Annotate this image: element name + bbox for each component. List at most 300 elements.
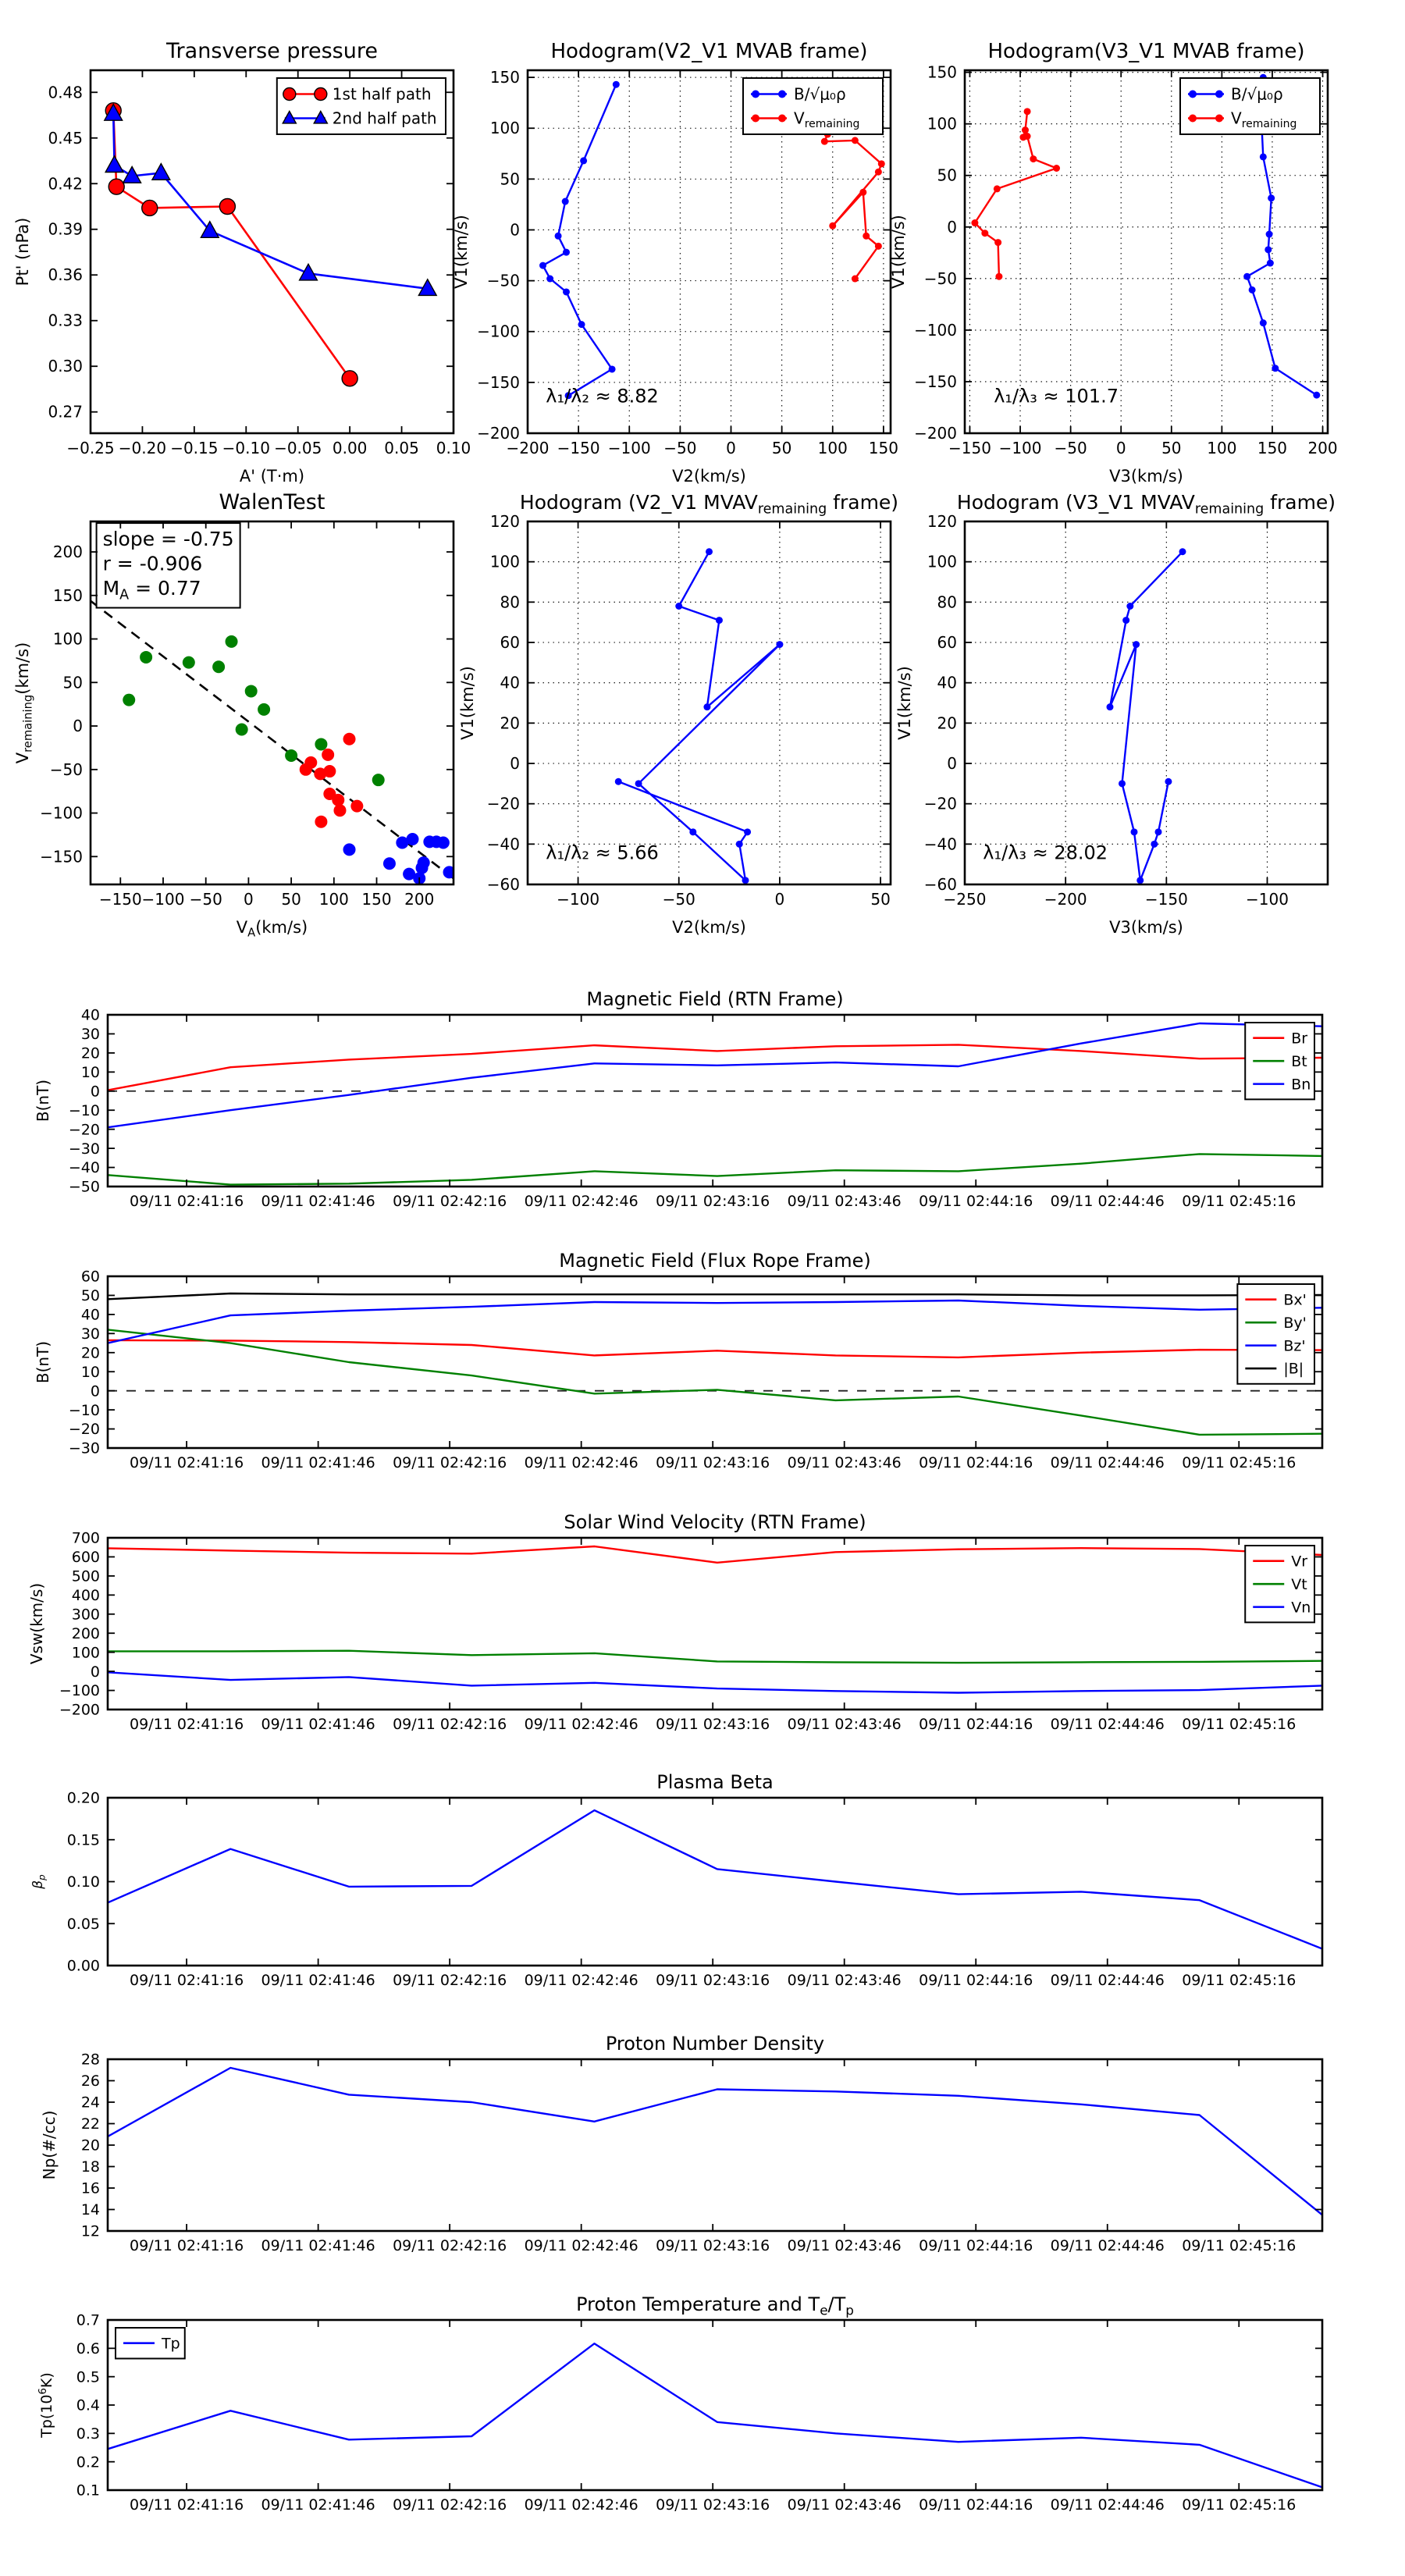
- walen-test-xtick-label: 0: [244, 890, 254, 909]
- magnetic-field-rtn-legend-label-br: Br: [1291, 1030, 1308, 1048]
- hodogram-v3v1-mvab-ytick-label: 100: [927, 114, 957, 133]
- first-third-point: [372, 774, 385, 786]
- magnetic-field-flux-rope-legend-label-b: |B|: [1283, 1360, 1304, 1378]
- solar-wind-velocity-legend-label-vt: Vt: [1291, 1575, 1307, 1593]
- magnetic-field-rtn-xtick-label: 09/11 02:42:46: [524, 1193, 638, 1211]
- magnetic-field-rtn-ytick-label: −10: [68, 1101, 100, 1119]
- hodogram-v2v1-mvab-ylabel: V1(km/s): [452, 215, 471, 289]
- magnetic-field-rtn-ytick-label: 40: [80, 1006, 100, 1024]
- transverse-pressure-xlabel: A' (T·m): [239, 467, 305, 486]
- hodogram-v2v1-mvav-ytick-label: 80: [500, 592, 520, 612]
- walen-test-annotation-0: [97, 523, 240, 608]
- hodogram-v3v1-mvav-ytick-label: 100: [927, 552, 957, 571]
- magnetic-field-flux-rope-xtick-label: 09/11 02:42:46: [524, 1454, 638, 1472]
- last-third-point: [383, 857, 396, 870]
- magnetic-field-rtn-ticks: [69, 1007, 1322, 1211]
- transverse-pressure-ylabel: Pt' (nPa): [13, 217, 32, 286]
- plasma-beta-ytick-label: 0.10: [66, 1873, 100, 1891]
- middle-third-point: [315, 816, 327, 828]
- hodogram-v2v1-mvab-xtick-label: −50: [663, 439, 697, 457]
- proton-temperature-ticks: [76, 2312, 1322, 2514]
- hodogram-v3v1-mvab-legend-label-v-remaining: $V_{remaining}$: [1231, 109, 1297, 130]
- hodogram-v3v1-mvav-markers-v-remaining-path: [1107, 548, 1186, 884]
- hodogram-v3v1-mvav-series-v-remaining-path: [1110, 552, 1183, 881]
- magnetic-field-rtn-series-br: [108, 1044, 1322, 1090]
- solar-wind-velocity-ytick-label: 100: [71, 1644, 100, 1662]
- proton-number-density-ytick-label: 24: [80, 2094, 100, 2112]
- panel-magnetic-field-flux-rope: [34, 1250, 1322, 1471]
- magnetic-field-flux-rope-xtick-label: 09/11 02:41:16: [130, 1454, 244, 1472]
- hodogram-v2v1-mvab-series-b-over-sqrt-mu0-rho: [543, 84, 617, 396]
- panel-hodogram-v2v1-mvav: [458, 491, 898, 937]
- proton-temperature-xtick-label: 09/11 02:43:16: [656, 2496, 770, 2514]
- hodogram-v2v1-mvav-ytick-label: 0: [510, 754, 520, 773]
- transverse-pressure-ytick-label: 0.48: [48, 83, 83, 102]
- proton-number-density-ytick-label: 20: [80, 2137, 100, 2154]
- solar-wind-velocity-series-vt: [108, 1651, 1322, 1663]
- transverse-pressure-ytick-label: 0.36: [48, 265, 83, 285]
- plasma-beta-ytick-label: 0.20: [66, 1789, 100, 1807]
- walen-test-xtick-label: −100: [141, 890, 185, 909]
- solar-wind-velocity-legend: [1245, 1546, 1314, 1622]
- proton-temperature-xtick-label: 09/11 02:45:16: [1182, 2496, 1297, 2514]
- hodogram-v2v1-mvab-xtick-label: −150: [557, 439, 600, 457]
- plasma-beta-ytick-label: 0.00: [66, 1957, 100, 1975]
- hodogram-v2v1-mvav-ytick-label: 100: [489, 552, 520, 571]
- solar-wind-velocity-ytick-label: 300: [71, 1606, 100, 1624]
- magnetic-field-rtn-axes-frame: [108, 1015, 1322, 1187]
- magnetic-field-rtn-legend: [1245, 1023, 1314, 1099]
- walen-test-xtick-label: 200: [404, 890, 435, 909]
- magnetic-field-flux-rope-title: Magnetic Field (Flux Rope Frame): [559, 1250, 871, 1272]
- hodogram-v2v1-mvav-ytick-label: 20: [500, 713, 520, 733]
- proton-temperature-legend: [116, 2328, 185, 2358]
- proton-number-density-ytick-label: 26: [80, 2073, 100, 2090]
- b-over-sqrt-mu0-rho-point: [580, 157, 587, 164]
- middle-third-point: [332, 794, 344, 806]
- walen-test-annotation-text: $M_A = 0.77$: [102, 577, 201, 603]
- panel-magnetic-field-rtn: [34, 988, 1322, 1210]
- hodogram-v3v1-mvav-ytick-label: −20: [923, 794, 957, 813]
- hodogram-v2v1-mvav-ytick-label: 40: [500, 673, 520, 692]
- middle-third-point: [333, 804, 346, 817]
- plasma-beta-xtick-label: 09/11 02:41:16: [130, 1972, 244, 1990]
- v-remaining-path-point: [744, 828, 751, 835]
- hodogram-v3v1-mvav-ytick-label: −40: [923, 834, 957, 854]
- magnetic-field-flux-rope-ytick-label: 50: [80, 1287, 100, 1305]
- magnetic-field-flux-rope-legend-label-bx: Bx': [1283, 1291, 1307, 1309]
- magnetic-field-rtn-ytick-label: 10: [80, 1063, 100, 1081]
- hodogram-v3v1-mvab-ytick-label: 0: [947, 217, 957, 237]
- first-third-point: [123, 694, 135, 706]
- solar-wind-velocity-xtick-label: 09/11 02:44:16: [919, 1716, 1033, 1734]
- hodogram-v3v1-mvav-xtick-label: −250: [943, 890, 987, 909]
- panel-hodogram-v3v1-mvab: [889, 40, 1338, 486]
- magnetic-field-flux-rope-legend-label-by: By': [1283, 1314, 1307, 1332]
- v-remaining-point: [994, 185, 1001, 192]
- hodogram-v2v1-mvav-markers-v-remaining-path: [615, 548, 784, 884]
- walen-test-xtick-label: 50: [281, 890, 301, 909]
- hodogram-v3v1-mvav-title: Hodogram (V3_V1 $MVAV_{remaining}$ frame): [956, 491, 1336, 518]
- magnetic-field-flux-rope-ticks: [69, 1268, 1322, 1472]
- magnetic-field-flux-rope-xtick-label: 09/11 02:44:16: [919, 1454, 1033, 1472]
- hodogram-v2v1-mvab-ytick-label: 50: [500, 169, 520, 189]
- v-remaining-path-point: [689, 828, 696, 835]
- hodogram-v2v1-mvav-xtick-label: 50: [870, 890, 891, 909]
- proton-number-density-xtick-label: 09/11 02:44:46: [1050, 2237, 1165, 2255]
- proton-number-density-xtick-label: 09/11 02:42:16: [393, 2237, 507, 2255]
- walen-test-markers-first-third: [123, 635, 384, 786]
- transverse-pressure-xtick-label: −0.20: [118, 439, 167, 457]
- v-remaining-point: [859, 189, 866, 196]
- middle-third-point: [350, 800, 363, 813]
- b-over-sqrt-mu0-rho-point: [609, 365, 616, 372]
- plasma-beta-title: Plasma Beta: [656, 1771, 774, 1793]
- solar-wind-velocity-ytick-label: −100: [59, 1682, 100, 1700]
- hodogram-v2v1-mvab-annotation-0: [546, 385, 659, 407]
- first-third-point: [285, 749, 297, 762]
- solar-wind-velocity-xtick-label: 09/11 02:43:46: [787, 1716, 902, 1734]
- panel-plasma-beta: [30, 1771, 1322, 1989]
- hodogram-v2v1-mvab-xtick-label: −100: [607, 439, 651, 457]
- hodogram-v2v1-mvav-ytick-label: −20: [486, 794, 520, 813]
- solar-wind-velocity-ylabel: Vsw(km/s): [27, 1582, 46, 1665]
- last-third-point: [406, 833, 418, 845]
- walen-test-ytick-label: 0: [73, 717, 83, 736]
- v-remaining-point: [1024, 133, 1031, 140]
- hodogram-v3v1-mvav-ytick-label: 120: [927, 512, 957, 531]
- plasma-beta-xtick-label: 09/11 02:41:46: [261, 1972, 375, 1990]
- hodogram-v2v1-mvab-ytick-label: −100: [477, 322, 520, 341]
- hodogram-v3v1-mvav-ytick-label: 40: [937, 673, 957, 692]
- hodogram-v3v1-mvav-grid: [965, 521, 1328, 884]
- transverse-pressure-xtick-label: −0.15: [170, 439, 219, 457]
- 2nd-half-path-point: [105, 156, 123, 173]
- magnetic-field-rtn-xtick-label: 09/11 02:44:46: [1050, 1193, 1165, 1211]
- plasma-beta-ytick-label: 0.15: [66, 1831, 100, 1849]
- v-remaining-path-point: [1107, 703, 1114, 710]
- hodogram-v2v1-mvav-axes-frame: [528, 521, 891, 884]
- transverse-pressure-xtick-label: −0.10: [222, 439, 270, 457]
- b-over-sqrt-mu0-rho-point: [578, 321, 585, 328]
- v-remaining-point: [863, 233, 870, 240]
- magnetic-field-rtn-xtick-label: 09/11 02:43:46: [787, 1193, 902, 1211]
- walen-test-ytick-label: 200: [52, 543, 83, 562]
- v-remaining-point: [1024, 108, 1031, 115]
- solar-wind-velocity-ticks: [59, 1530, 1322, 1733]
- magnetic-field-rtn-xtick-label: 09/11 02:43:16: [656, 1193, 770, 1211]
- transverse-pressure-series-2nd-half-path: [113, 114, 428, 289]
- plasma-beta-ylabel: $\beta_p$: [30, 1874, 48, 1889]
- hodogram-v3v1-mvav-xtick-label: −150: [1144, 890, 1188, 909]
- magnetic-field-rtn-series-bn: [108, 1023, 1322, 1127]
- b-over-sqrt-mu0-rho-point: [562, 198, 569, 205]
- hodogram-v2v1-mvav-ytick-label: 60: [500, 633, 520, 652]
- plasma-beta-xtick-label: 09/11 02:44:46: [1050, 1972, 1165, 1990]
- magnetic-field-rtn-ytick-label: −40: [68, 1159, 100, 1177]
- v-remaining-path-point: [1155, 828, 1162, 835]
- first-third-point: [245, 685, 258, 697]
- b-over-sqrt-mu0-rho-point: [546, 276, 553, 283]
- magnetic-field-flux-rope-xtick-label: 09/11 02:43:16: [656, 1454, 770, 1472]
- plasma-beta-ticks: [67, 1790, 1322, 1990]
- magnetic-field-flux-rope-ytick-label: 30: [80, 1325, 100, 1343]
- walen-test-title: WalenTest: [219, 490, 325, 514]
- hodogram-v2v1-mvav-xtick-label: 0: [774, 890, 785, 909]
- plasma-beta-xtick-label: 09/11 02:42:46: [524, 1972, 638, 1990]
- hodogram-v2v1-mvab-xtick-label: 150: [868, 439, 898, 457]
- solar-wind-velocity-ytick-label: 600: [71, 1549, 100, 1567]
- panel-transverse-pressure: [13, 39, 471, 486]
- proton-number-density-ylabel: Np(#/cc): [40, 2110, 59, 2180]
- hodogram-v3v1-mvav-xlabel: V3(km/s): [1109, 918, 1183, 937]
- hodogram-v2v1-mvab-ytick-label: 150: [489, 68, 520, 87]
- hodogram-v3v1-mvab-xtick-label: −100: [998, 439, 1042, 457]
- b-over-sqrt-mu0-rho-point: [555, 233, 562, 240]
- hodogram-v2v1-mvab-ytick-label: −50: [486, 271, 520, 290]
- magnetic-field-flux-rope-ytick-label: 60: [80, 1268, 100, 1286]
- v-remaining-path-point: [703, 703, 710, 710]
- solar-wind-velocity-legend-label-vr: Vr: [1291, 1553, 1308, 1571]
- magnetic-field-flux-rope-series-bx: [108, 1340, 1322, 1357]
- solar-wind-velocity-ytick-label: −200: [59, 1701, 100, 1719]
- proton-number-density-title: Proton Number Density: [605, 2033, 825, 2055]
- panel-solar-wind-velocity: [27, 1511, 1322, 1733]
- proton-temperature-ytick-label: 0.5: [76, 2368, 100, 2386]
- 2nd-half-path-point: [300, 264, 318, 280]
- proton-number-density-xtick-label: 09/11 02:45:16: [1182, 2237, 1297, 2255]
- proton-temperature-xtick-label: 09/11 02:42:46: [524, 2496, 638, 2514]
- 2nd-half-path-point: [152, 164, 170, 180]
- magnetic-field-rtn-legend-label-bt: Bt: [1291, 1052, 1307, 1070]
- solar-wind-velocity-xtick-label: 09/11 02:42:46: [524, 1716, 638, 1734]
- magnetic-field-flux-rope-ytick-label: −30: [68, 1439, 100, 1457]
- last-third-point: [418, 856, 430, 869]
- proton-temperature-xtick-label: 09/11 02:43:46: [787, 2496, 902, 2514]
- plasma-beta-xtick-label: 09/11 02:45:16: [1182, 1972, 1297, 1990]
- solar-wind-velocity-xtick-label: 09/11 02:45:16: [1182, 1716, 1297, 1734]
- middle-third-point: [343, 733, 356, 745]
- v-remaining-legend-marker: [778, 115, 786, 123]
- walen-test-xtick-label: 150: [361, 890, 392, 909]
- hodogram-v3v1-mvab-series-v-remaining: [975, 112, 1057, 276]
- magnetic-field-rtn-xtick-label: 09/11 02:45:16: [1182, 1193, 1297, 1211]
- transverse-pressure-xtick-label: 0.00: [332, 439, 368, 457]
- v-remaining-path-point: [1119, 780, 1126, 787]
- b-over-sqrt-mu0-rho-point: [1267, 260, 1274, 267]
- hodogram-v2v1-mvab-annotation-text: λ₁/λ₂ ≈ 8.82: [546, 385, 659, 407]
- walen-test-xtick-label: −150: [98, 890, 142, 909]
- hodogram-v2v1-mvav-xtick-label: −100: [557, 890, 600, 909]
- v-remaining-point: [878, 160, 885, 167]
- hodogram-v2v1-mvab-xtick-label: 50: [771, 439, 792, 457]
- transverse-pressure-xtick-label: 0.05: [384, 439, 419, 457]
- proton-temperature-xtick-label: 09/11 02:44:46: [1050, 2496, 1165, 2514]
- magnetic-field-flux-rope-series-b: [108, 1293, 1322, 1299]
- magnetic-field-rtn-xtick-label: 09/11 02:41:46: [261, 1193, 375, 1211]
- transverse-pressure-ytick-label: 0.39: [48, 219, 83, 239]
- proton-number-density-axes-frame: [108, 2059, 1322, 2231]
- hodogram-v3v1-mvab-xtick-label: 100: [1207, 439, 1237, 457]
- b-over-sqrt-mu0-rho-point: [1260, 319, 1267, 326]
- v-remaining-point: [1030, 155, 1037, 162]
- proton-number-density-series-np: [108, 2068, 1322, 2215]
- proton-temperature-ytick-label: 0.6: [76, 2339, 100, 2357]
- hodogram-v3v1-mvav-xtick-label: −200: [1044, 890, 1087, 909]
- hodogram-v3v1-mvav-ytick-label: 0: [947, 754, 957, 773]
- proton-number-density-ticks: [81, 2051, 1322, 2255]
- magnetic-field-flux-rope-legend-label-bz: Bz': [1283, 1337, 1306, 1355]
- walen-test-ytick-label: −100: [40, 803, 83, 823]
- walen-test-ytick-label: 50: [62, 673, 83, 692]
- v-remaining-path-point: [1122, 617, 1129, 624]
- hodogram-v3v1-mvab-ytick-label: 50: [937, 165, 957, 185]
- hodogram-v2v1-mvav-xlabel: V2(km/s): [672, 918, 746, 937]
- v-remaining-path-point: [1179, 548, 1186, 555]
- transverse-pressure-title: Transverse pressure: [166, 39, 378, 63]
- magnetic-field-flux-rope-xtick-label: 09/11 02:42:16: [393, 1454, 507, 1472]
- middle-third-point: [322, 749, 334, 761]
- solar-wind-velocity-legend-label-vn: Vn: [1291, 1599, 1311, 1617]
- hodogram-v2v1-mvav-annotation-0: [546, 841, 659, 863]
- transverse-pressure-legend-label-1st-half-path: 1st half path: [332, 84, 432, 104]
- v-remaining-path-point: [1131, 828, 1138, 835]
- b-legend-marker: [778, 91, 786, 98]
- transverse-pressure-legend-label-2nd-half-path: 2nd half path: [332, 109, 437, 128]
- v-remaining-point: [995, 273, 1002, 280]
- v-remaining-path-point: [1126, 603, 1133, 610]
- proton-temperature-ytick-label: 0.7: [76, 2311, 100, 2329]
- 1st-half-path-point: [142, 200, 158, 215]
- hodogram-v2v1-mvab-xtick-label: −200: [506, 439, 550, 457]
- b-over-sqrt-mu0-rho-point: [1266, 231, 1273, 238]
- plasma-beta-xtick-label: 09/11 02:43:46: [787, 1972, 902, 1990]
- hodogram-v3v1-mvab-title: Hodogram(V3_V1 MVAB frame): [987, 40, 1305, 63]
- hodogram-v2v1-mvav-grid: [528, 521, 891, 884]
- v-remaining-path-point: [776, 641, 783, 648]
- magnetic-field-rtn-xtick-label: 09/11 02:44:16: [919, 1193, 1033, 1211]
- solar-wind-velocity-series-vr: [108, 1546, 1322, 1563]
- hodogram-v2v1-mvab-ytick-label: 0: [510, 220, 520, 240]
- hodogram-v2v1-mvab-ytick-label: 100: [489, 119, 520, 138]
- first-third-point: [212, 660, 225, 673]
- proton-temperature-legend-label-tp: Tp: [162, 2335, 180, 2353]
- magnetic-field-rtn-legend-label-bn: Bn: [1291, 1076, 1311, 1094]
- hodogram-v3v1-mvav-ytick-label: 80: [937, 592, 957, 612]
- solar-wind-velocity-series-vn: [108, 1672, 1322, 1692]
- solar-wind-velocity-xtick-label: 09/11 02:42:16: [393, 1716, 507, 1734]
- v-remaining-path-point: [1136, 877, 1144, 884]
- magnetic-field-rtn-ytick-label: 0: [90, 1083, 100, 1101]
- hodogram-v2v1-mvav-series-v-remaining-path: [618, 552, 780, 881]
- first-third-point: [258, 703, 270, 716]
- magnetic-field-flux-rope-xtick-label: 09/11 02:43:46: [787, 1454, 902, 1472]
- plasma-beta-series-beta-p: [108, 1810, 1322, 1948]
- proton-temperature-xtick-label: 09/11 02:42:16: [393, 2496, 507, 2514]
- first-third-point: [315, 738, 327, 750]
- plasma-beta-xtick-label: 09/11 02:44:16: [919, 1972, 1033, 1990]
- hodogram-v3v1-mvab-xtick-label: −50: [1054, 439, 1087, 457]
- magnetic-field-flux-rope-ylabel: B(nT): [34, 1340, 52, 1384]
- plasma-beta-xtick-label: 09/11 02:43:16: [656, 1972, 770, 1990]
- v-remaining-legend-marker: [1189, 115, 1197, 123]
- hodogram-v3v1-mvab-ylabel: V1(km/s): [889, 215, 908, 289]
- walen-test-annotation-text: slope = -0.75: [102, 528, 234, 551]
- proton-temperature-ytick-label: 0.1: [76, 2482, 100, 2500]
- hodogram-v3v1-mvab-annotation-text: λ₁/λ₃ ≈ 101.7: [994, 385, 1119, 407]
- transverse-pressure-series-1st-half-path: [113, 111, 350, 379]
- proton-temperature-axes-frame: [108, 2320, 1322, 2490]
- proton-number-density-ytick-label: 16: [80, 2179, 100, 2197]
- first-third-point: [226, 635, 238, 648]
- b-over-sqrt-mu0-rho-point: [563, 249, 570, 256]
- v-remaining-point: [875, 243, 882, 250]
- proton-temperature-ylabel: $Tp(10^6K)$: [37, 2372, 55, 2438]
- solar-wind-velocity-ytick-label: 200: [71, 1624, 100, 1642]
- b-legend-marker: [752, 91, 759, 98]
- magnetic-field-flux-rope-xtick-label: 09/11 02:44:46: [1050, 1454, 1165, 1472]
- hodogram-v2v1-mvab-xlabel: V2(km/s): [672, 467, 746, 486]
- hodogram-v2v1-mvab-legend: [743, 78, 883, 134]
- hodogram-v3v1-mvav-xtick-label: −100: [1246, 890, 1289, 909]
- hodogram-v2v1-mvab-ytick-label: −150: [477, 372, 520, 392]
- solar-wind-velocity-xtick-label: 09/11 02:41:16: [130, 1716, 244, 1734]
- transverse-pressure-markers-1st-half-path: [105, 103, 357, 386]
- v-remaining-path-point: [706, 548, 713, 555]
- proton-number-density-ytick-label: 14: [80, 2201, 100, 2219]
- 1st-half-path-point: [108, 179, 124, 194]
- first-third-point: [140, 651, 152, 664]
- v-remaining-path-point: [615, 778, 622, 785]
- hodogram-v2v1-mvav-xtick-label: −50: [662, 890, 695, 909]
- transverse-pressure-ytick-label: 0.33: [48, 311, 83, 330]
- proton-number-density-ytick-label: 28: [80, 2051, 100, 2069]
- walen-test-ytick-label: −150: [40, 847, 83, 866]
- magnetic-field-flux-rope-ytick-label: 40: [80, 1306, 100, 1324]
- hodogram-v2v1-mvab-series-v-remaining: [824, 134, 881, 279]
- b-over-sqrt-mu0-rho-point: [563, 288, 570, 295]
- proton-number-density-xtick-label: 09/11 02:42:46: [524, 2237, 638, 2255]
- magnetic-field-flux-rope-legend: [1237, 1284, 1314, 1384]
- solar-wind-velocity-xtick-label: 09/11 02:41:46: [261, 1716, 375, 1734]
- v-remaining-path-point: [635, 780, 642, 787]
- hodogram-v2v1-mvab-xtick-label: 100: [817, 439, 848, 457]
- solar-wind-velocity-ytick-label: 400: [71, 1586, 100, 1604]
- walen-test-ytick-label: 150: [52, 585, 83, 605]
- solar-wind-velocity-axes-frame: [108, 1538, 1322, 1710]
- first-third-point: [183, 656, 195, 669]
- v-remaining-point: [1022, 126, 1029, 133]
- proton-number-density-ytick-label: 12: [80, 2222, 100, 2240]
- proton-temperature-xtick-label: 09/11 02:44:16: [919, 2496, 1033, 2514]
- v-remaining-legend-marker: [752, 115, 759, 123]
- v-remaining-path-point: [716, 617, 723, 624]
- proton-number-density-xtick-label: 09/11 02:44:16: [919, 2237, 1033, 2255]
- hodogram-v3v1-mvab-annotation-0: [994, 385, 1119, 407]
- v-remaining-point: [971, 219, 978, 226]
- proton-number-density-xtick-label: 09/11 02:43:16: [656, 2237, 770, 2255]
- walen-test-markers-last-third: [343, 833, 456, 884]
- hodogram-v3v1-mvav-axes-frame: [965, 521, 1328, 884]
- proton-number-density-xtick-label: 09/11 02:43:46: [787, 2237, 902, 2255]
- hodogram-v3v1-mvab-ytick-label: −150: [914, 372, 957, 391]
- hodogram-v2v1-mvav-annotation-text: λ₁/λ₂ ≈ 5.66: [546, 841, 659, 864]
- v-remaining-path-point: [742, 877, 749, 884]
- hodogram-v3v1-mvav-annotation-0: [983, 841, 1108, 863]
- hodogram-v3v1-mvav-ytick-label: 20: [937, 713, 957, 733]
- first-third-point: [236, 724, 248, 736]
- v-remaining-point: [829, 222, 836, 229]
